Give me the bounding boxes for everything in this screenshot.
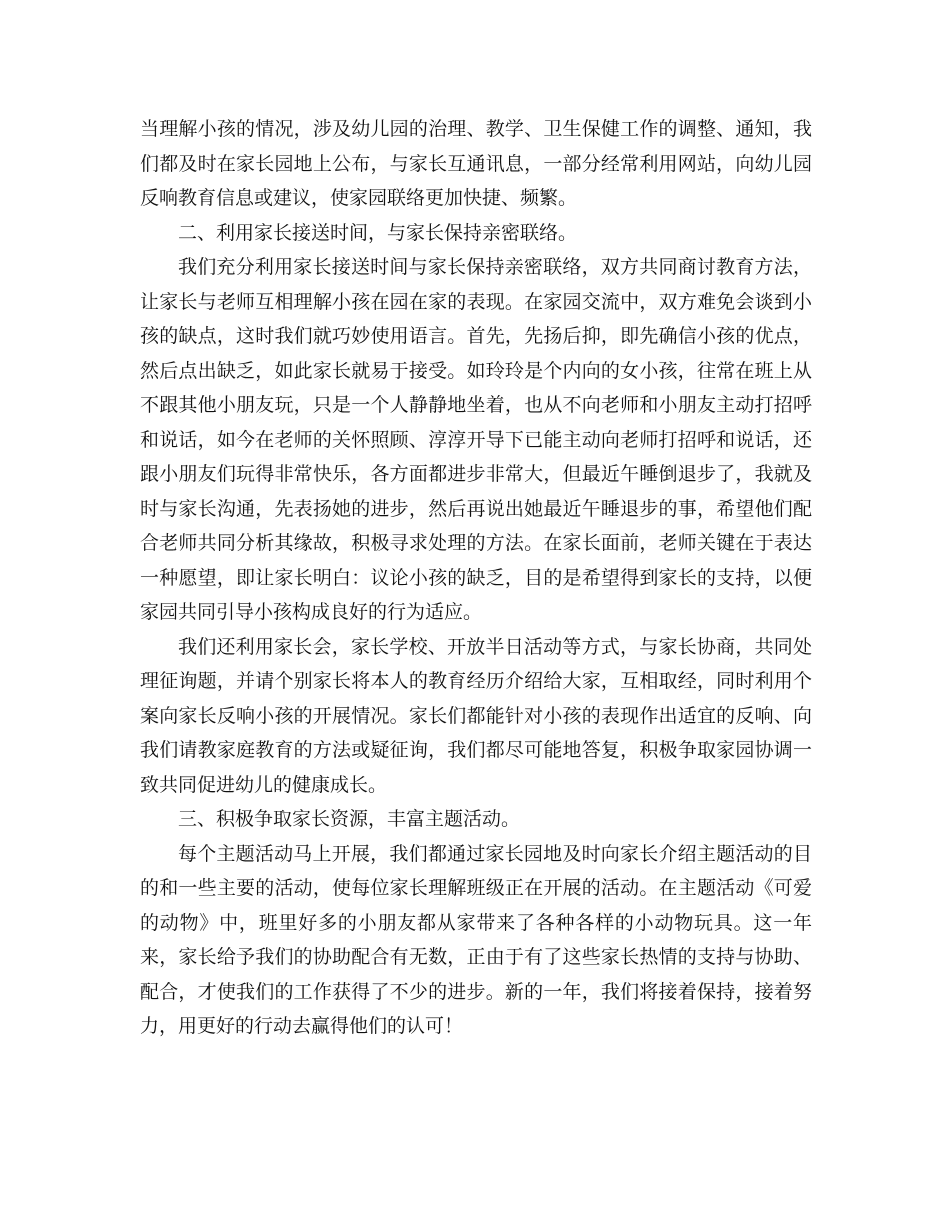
paragraph-parent-meetings: 我们还利用家长会，家长学校、开放半日活动等方式，与家长协商，共同处理征询题，并请个别家长将本人的教育经历介绍给大家，互相取经，同时利用个案向家长反响小孩的开展情况。家长们都能针对小孩的表现作出适宜的反响、向我们请教家庭教育的方法或疑征询，我们都尽可能地答复，积极争取家园协调一致共同促进幼儿的健康成长。 — [140, 635, 812, 796]
body-text — [140, 112, 812, 1044]
section-heading-three: 三、积极争取家长资源，丰富主题活动。 — [178, 808, 521, 830]
section-heading-two: 二、利用家长接送时间，与家长保持亲密联络。 — [178, 221, 578, 244]
paragraph-continuation: 当理解小孩的情况，涉及幼儿园的治理、教学、卫生保健工作的调整、通知，我们都及时在家长园地上公布，与家长互通讯息，一部分经常利用网站，向幼儿园反响教育信息或建议，使家园联络更加快捷、频繁。 — [140, 118, 812, 209]
paragraph-theme-activities: 每个主题活动马上开展，我们都通过家长园地及时向家长介绍主题活动的目的和一些主要的活动，使每位家长理解班级正在开展的活动。在主题活动《可爱的动物》中，班里好多的小朋友都从家带来了各种各样的小动物玩具。这一年来，家长给予我们的协助配合有无数，正由于有了这些家长热情的支持与协助、配合，才使我们的工作获得了不少的进步。新的一年，我们将接着保持，接着努力，用更好的行动去赢得他们的认可！ — [140, 842, 812, 1037]
paragraph-pickup-communication: 我们充分利用家长接送时间与家长保持亲密联络，双方共同商讨教育方法，让家长与老师互相理解小孩在园在家的表现。在家园交流中，双方难免会谈到小孩的缺点，这时我们就巧妙使用语言。首先，先扬后抑，即先确信小孩的优点，然后点出缺乏，如此家长就易于接受。如玲玲是个内向的女小孩，往常在班上从不跟其他小朋友玩，只是一个人静静地坐着，也从不向老师和小朋友主动打招呼和说话，如今在老师的关怀照顾、淳淳开导下已能主动向老师打招呼和说话，还跟小朋友们玩得非常快乐，各方面都进步非常大，但最近午睡倒退步了，我就及时与家长沟通，先表扬她的进步，然后再说出她最近午睡退步的事，希望他们配合老师共同分析其缘故，积极寻求处理的方法。在家长面前，老师关键在于表达一种愿望，即让家长明白：议论小孩的缺乏，目的是希望得到家长的支持，以便家园共同引导小孩构成良好的行为适应。 — [140, 256, 812, 623]
